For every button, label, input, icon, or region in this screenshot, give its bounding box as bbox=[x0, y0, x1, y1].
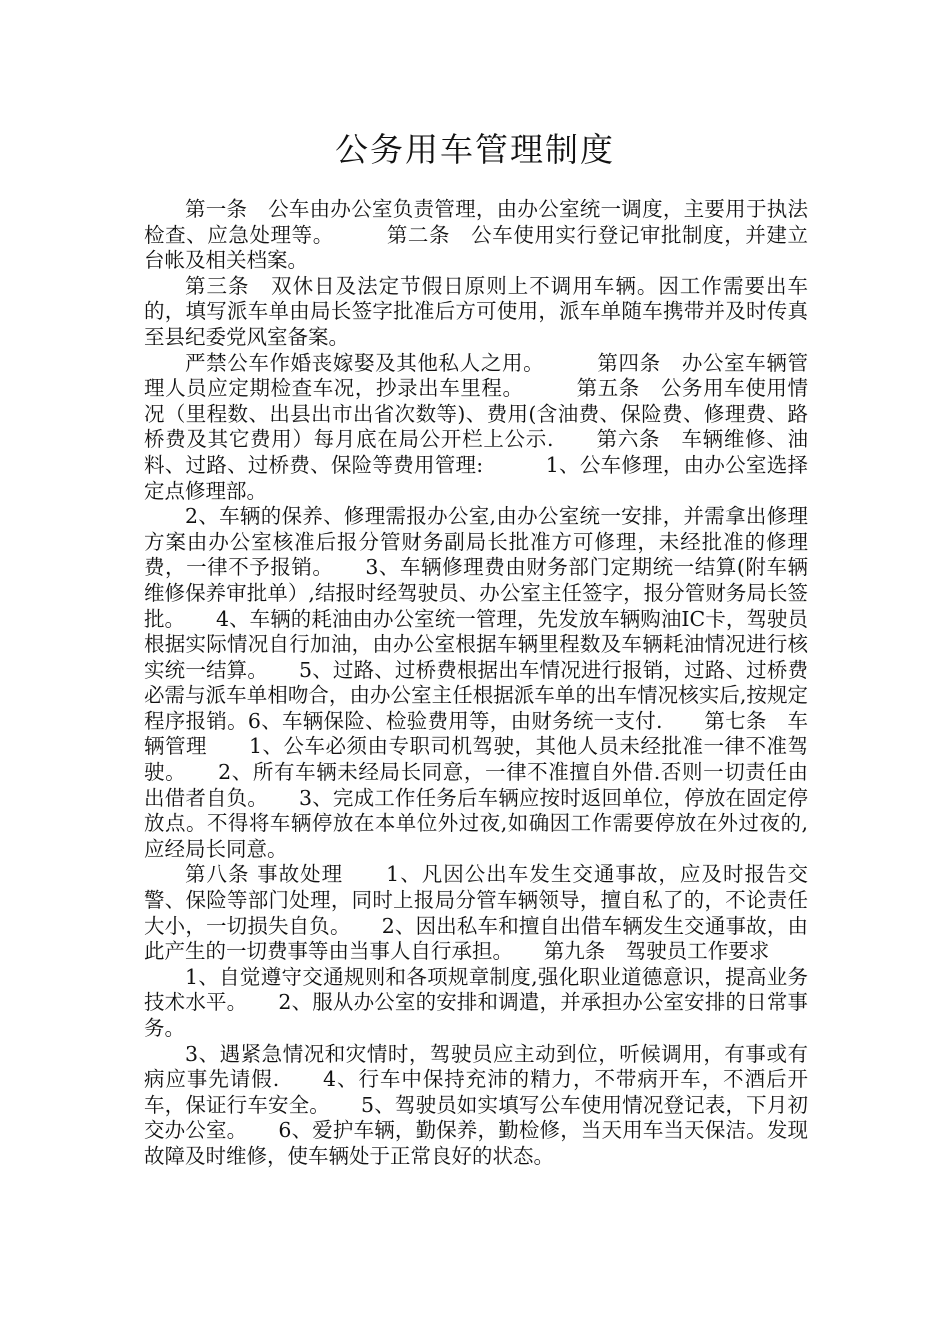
paragraph-4: 2、车辆的保养、修理需报办公室,由办公室统一安排，并需拿出修理方案由办公室核准后报分管财务副局长批准方可修理，未经批准的修理费，一律不予报销。 3、车辆修理费由财务部门定期统一结算(附车辆维修保养审批单）,结报时经驾驶员、办公室主任签字，报分管财务局长签批。 4、车辆的耗油由办公室统一管理，先发放车辆购油IC卡，驾驶员根据实际情况自行加油，由办公室根据车辆里程数及车辆耗油情况进行核实统一结算。 5、过路、过桥费根据出车情况进行报销，过路、过桥费必需与派车单相吻合，由办公室主任根据派车单的出车情况核实后,按规定程序报销。6、车辆保险、检验费用等，由财务统一支付. 第七条 车辆管理 1、公车必须由专职司机驾驶，其他人员未经批准一律不准驾驶。 2、所有车辆未经局长同意，一律不准擅自外借.否则一切责任由出借者自负。 3、完成工作任务后车辆应按时返回单位，停放在固定停放点。不得将车辆停放在本单位外过夜,如确因工作需要停放在外过夜的,应经局长同意。 bbox=[144, 504, 808, 861]
paragraph-5: 第八条 事故处理 1、凡因公出车发生交通事故，应及时报告交警、保险等部门处理，同时上报局分管车辆领导，擅自私了的，不论责任大小，一切损失自负。 2、因出私车和擅自出借车辆发生交通事故，由此产生的一切费事等由当事人自行承担。 第九条 驾驶员工作要求 bbox=[144, 862, 808, 964]
document-title: 公务用车管理制度 bbox=[335, 130, 615, 169]
paragraph-3: 严禁公车作婚丧嫁娶及其他私人之用。 第四条 办公室车辆管理人员应定期检查车况，抄录出车里程。 第五条 公务用车使用情况（里程数、出县出市出省次数等)、费用(含油费、保险费、修理费、路桥费及其它费用）每月底在局公开栏上公示. 第六条 车辆维修、油料、过路、过桥费、保险等费用管理: 1、公车修理，由办公室选择定点修理部。 bbox=[144, 350, 808, 503]
paragraph-6: 1、自觉遵守交通规则和各项规章制度,强化职业道德意识，提高业务技术水平。 2、服从办公室的安排和调遣，并承担办公室安排的日常事务。 bbox=[144, 964, 808, 1040]
document-body bbox=[144, 197, 808, 1170]
paragraph-1: 第一条 公车由办公室负责管理，由办公室统一调度，主要用于执法检查、应急处理等。 第二条 公车使用实行登记审批制度，并建立台帐及相关档案。 bbox=[144, 197, 808, 273]
paragraph-2: 第三条 双休日及法定节假日原则上不调用车辆。因工作需要出车的，填写派车单由局长签字批准后方可使用，派车单随车携带并及时传真至县纪委党风室备案。 bbox=[144, 273, 808, 349]
paragraph-7: 3、遇紧急情况和灾情时，驾驶员应主动到位，听候调用，有事或有病应事先请假. 4、行车中保持充沛的精力，不带病开车，不酒后开车，保证行车安全。 5、驾驶员如实填写公车使用情况登记表，下月初交办公室。 6、爱护车辆，勤保养，勤检修，当天用车当天保洁。发现故障及时维修，使车辆处于正常良好的状态。 bbox=[144, 1041, 808, 1168]
